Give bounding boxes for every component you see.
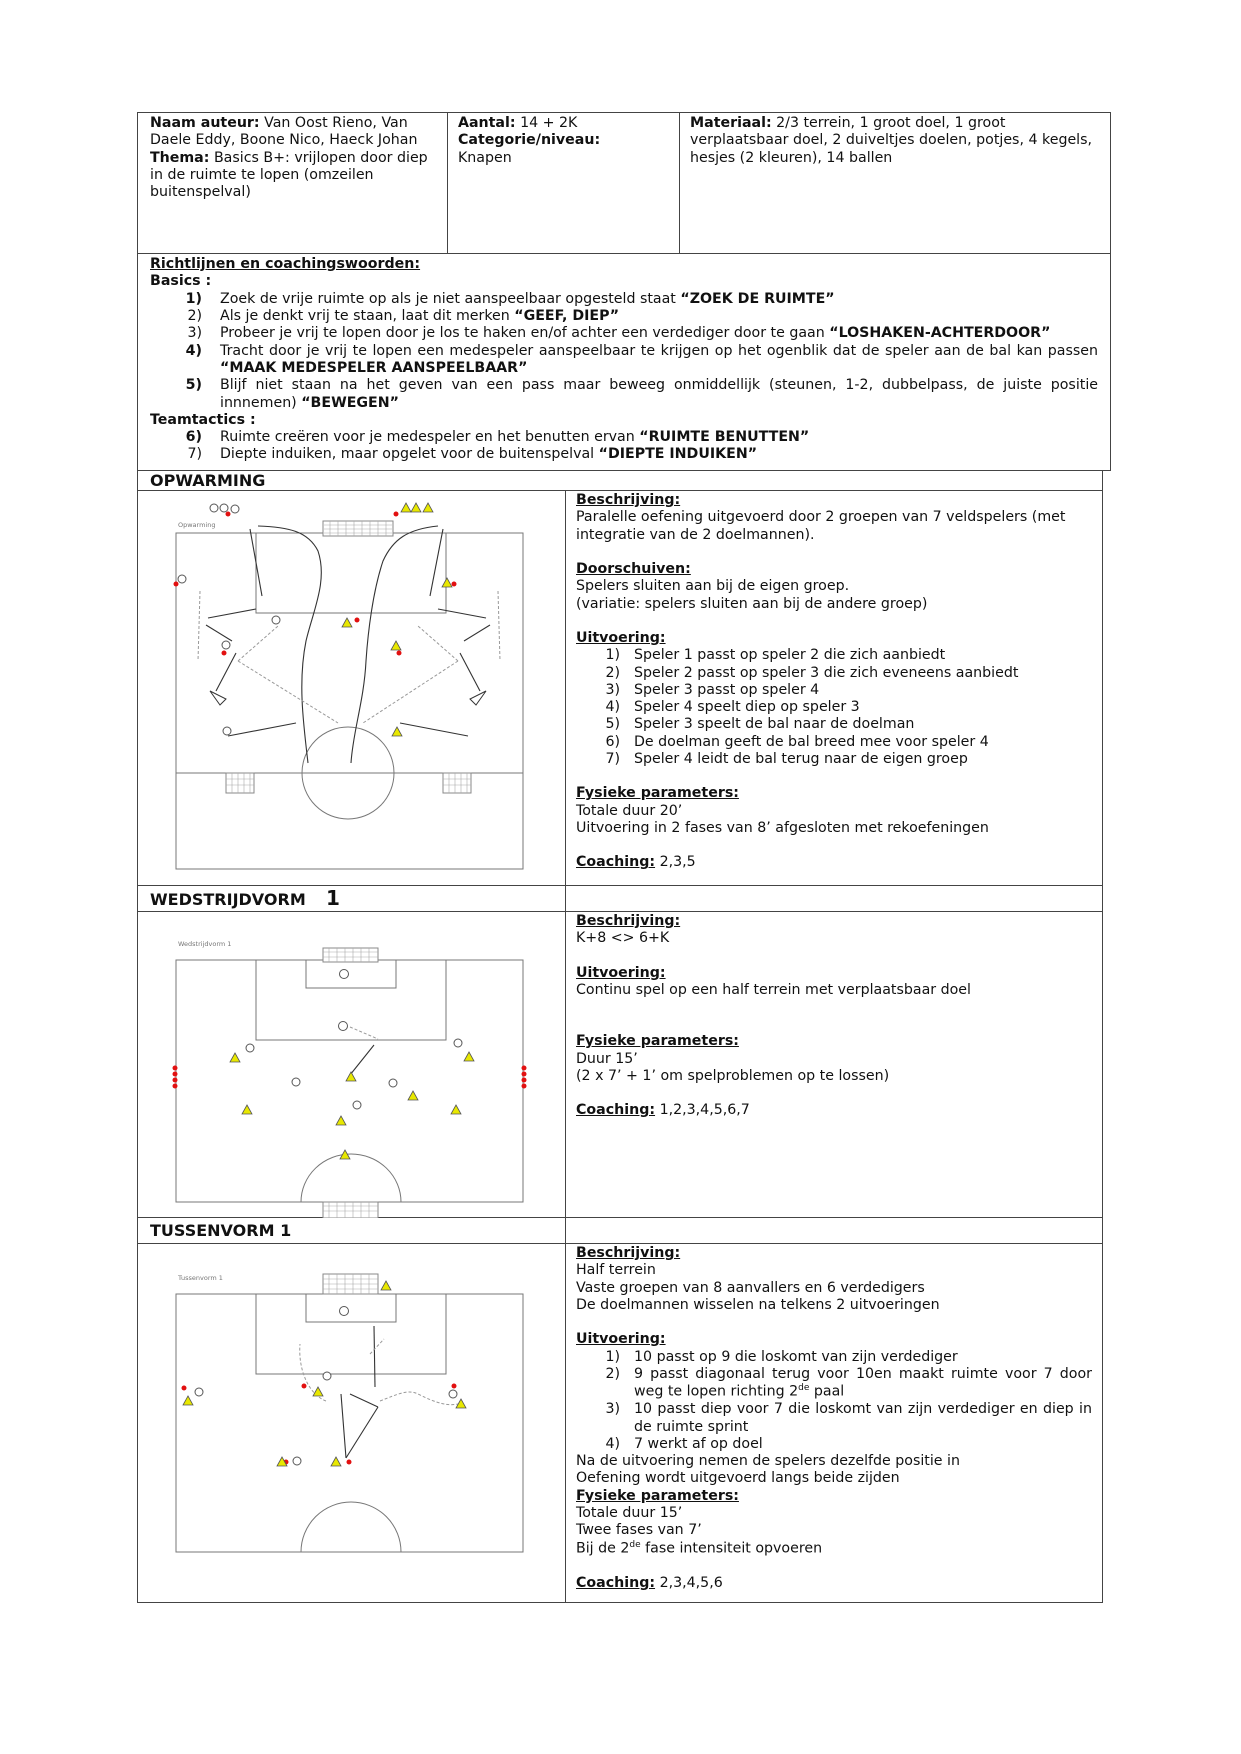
list-item: 6) De doelman geeft de bal breed mee voor speler 4 [605,733,989,750]
opwarming-beschrijving: Paralelle oefening uitgevoerd door 2 groepen van 7 veldspelers (met integratie van de 2 doelmannen). [576,509,1066,543]
tussenvorm-fysiek-1: Totale duur 15’ [576,1505,683,1522]
opwarming-fysiek-2: Uitvoering in 2 fases van 8’ afgesloten met rekoefeningen [576,820,989,836]
tussenvorm-diagram-label: Tussenvorm 1 [178,1274,223,1282]
tussenvorm-title: TUSSENVORM 1 [150,1221,292,1240]
basics-item: 5) Blijf niet staan na het geven van een pass maar beweeg onmiddellijk (steunen, 1-2, dubbelpass, de juiste positie innnemen) “BEWEGEN” [185,377,1098,411]
materiaal-label: Materiaal: [690,115,772,131]
teamtactics-label: Teamtactics : [150,411,256,428]
tussenvorm-na-2: Oefening wordt uitgevoerd langs beide zijden [576,1470,900,1487]
opwarming-fysiek-1: Totale duur 20’ [576,802,683,819]
tussenvorm-header-row [138,1218,1102,1244]
list-item: 1) 10 passt op 9 die loskomt van zijn verdediger [605,1348,958,1365]
wedstrijdvorm-fysiek-label: Fysieke parameters: [576,1033,739,1050]
wedstrijdvorm-diagram-label: Wedstrijdvorm 1 [178,940,232,948]
opwarming-doorschuiven-2: (variatie: spelers sluiten aan bij de andere groep) [576,595,928,612]
tussenvorm-row [138,1244,1102,1602]
wedstrijdvorm-fysiek-1: Duur 15’ [576,1050,638,1067]
tussenvorm-beschrijving-1: Half terrein [576,1262,656,1279]
tussenvorm-coaching: 2,3,4,5,6 [659,1574,723,1591]
categorie-value: Knapen [458,149,512,166]
wedstrijdvorm-header-row [138,886,1102,912]
tussenvorm-text-cell [566,1244,1102,1602]
opwarming-uitvoering-list [576,647,1092,768]
list-item: 7) Speler 4 leidt de bal terug naar de eigen groep [605,751,968,768]
basics-label: Basics : [150,273,212,290]
list-item: 2) 9 passt diagonaal terug voor 10en maakt ruimte voor 7 door weg te lopen richting 2de paal [605,1365,1092,1400]
list-item: 5) Speler 3 speelt de bal naar de doelman [605,716,915,733]
categorie-label: Categorie/niveau: [458,132,601,149]
wedstrijdvorm-beschrijving-label: Beschrijving: [576,913,681,929]
opwarming-uitvoering-label: Uitvoering: [576,629,666,646]
teamtactics-item: 7) Diepte induiken, maar opgelet voor de buitenspelval “DIEPTE INDUIKEN” [187,446,758,463]
materiaal-value: 2/3 terrein, 1 groot doel, 1 groot verplaatsbaar doel, 2 duiveltjes doelen, potjes, 4 kegels, hesjes (2 kleuren), 14 ballen [690,115,1093,166]
tussenvorm-uitvoering-label: Uitvoering: [576,1331,666,1348]
tussenvorm-beschrijving-3: De doelmannen wisselen na telkens 2 uitvoeringen [576,1296,940,1313]
wedstrijdvorm-uitvoering-label: Uitvoering: [576,964,666,981]
header-table [137,112,1111,254]
opwarming-header-row [138,471,1102,491]
wedstrijdvorm-row [138,912,1102,1218]
wedstrijdvorm-uitvoering: Continu spel op een half terrein met verplaatsbaar doel [576,981,971,998]
tussenvorm-fysiek-2: Twee fases van 7’ [576,1522,702,1539]
wedstrijdvorm-fysiek-2: (2 x 7’ + 1’ om spelproblemen op te lossen) [576,1067,890,1084]
opwarming-title: OPWARMING [150,471,266,490]
teamtactics-list [150,429,1098,464]
tussenvorm-title-cell [138,1218,566,1244]
tussenvorm-fysiek-3: Bij de 2de fase intensiteit opvoeren [576,1539,823,1557]
author-cell [138,113,448,253]
wedstrijdvorm-title-num: 1 [326,886,340,910]
basics-item: 1) Zoek de vrije ruimte op als je niet aanspeelbaar opgesteld staat “ZOEK DE RUIMTE” [185,290,835,307]
wedstrijdvorm-text-cell [566,912,1102,1218]
tussenvorm-na-1: Na de uitvoering nemen de spelers dezelfde positie in [576,1453,960,1470]
opwarming-doorschuiven-1: Spelers sluiten aan bij de eigen groep. [576,578,850,595]
list-item: 3) 10 passt diep voor 7 die loskomt van zijn verdediger en diep in de ruimte sprint [605,1401,1092,1435]
wedstrijdvorm-diagram [138,912,566,1218]
basics-list [150,291,1098,412]
tussenvorm-diagram [138,1244,566,1602]
opwarming-diagram-label: Opwarming [178,521,216,529]
tussenvorm-coaching-label: Coaching: [576,1574,656,1591]
aantal-cell [448,113,680,253]
basics-item: 2) Als je denkt vrij te staan, laat dit merken “GEEF, DIEP” [187,307,620,324]
opwarming-doorschuiven-label: Doorschuiven: [576,560,691,577]
guidelines-box [137,253,1111,471]
basics-item: 3) Probeer je vrij te lopen door je los te haken en/of achter een verdediger door te gaan “LOSHAKEN-ACHTERDOOR” [187,325,1051,342]
opwarming-diagram [138,491,566,886]
list-item: 4) 7 werkt af op doel [605,1435,763,1452]
tussenvorm-fysiek-label: Fysieke parameters: [576,1487,739,1504]
opwarming-beschrijving-label: Beschrijving: [576,492,681,508]
tussenvorm-uitvoering-list [576,1349,1092,1454]
guidelines-title: Richtlijnen en coachingswoorden: [150,256,421,272]
wedstrijdvorm-beschrijving: K+8 <> 6+K [576,930,670,947]
opwarming-text-cell [566,491,1102,886]
auteur-label: Naam auteur: [150,115,260,131]
aantal-value: 14 + 2K [520,115,578,131]
thema-value: Basics B+: vrijlopen door diep in de ruimte te lopen (omzeilen buitenspelval) [150,149,428,201]
aantal-label: Aantal: [458,115,516,131]
list-item: 2) Speler 2 passt op speler 3 die zich eveneens aanbiedt [605,664,1019,681]
tussenvorm-beschrijving-label: Beschrijving: [576,1245,681,1261]
basics-item: 4) Tracht door je vrij te lopen een medespeler aanspeelbaar te krijgen op het ogenblik dat de speler aan de bal kan passen “MAAK MEDESPELER AANSPEELBAAR” [185,342,1098,376]
opwarming-fysiek-label: Fysieke parameters: [576,785,739,802]
list-item: 4) Speler 4 speelt diep op speler 3 [605,699,860,716]
wedstrijdvorm-coaching: 1,2,3,4,5,6,7 [659,1102,750,1119]
teamtactics-item: 6) Ruimte creëren voor je medespeler en het benutten ervan “RUIMTE BENUTTEN” [185,429,810,446]
opwarming-diagram-cell [138,491,566,886]
opwarming-row [138,491,1102,886]
thema-label: Thema: [150,149,210,166]
opwarming-coaching: 2,3,5 [659,854,696,871]
opwarming-coaching-label: Coaching: [576,854,656,871]
wedstrijdvorm-title: WEDSTRIJDVORM [150,890,306,909]
wedstrijdvorm-title-cell [138,886,566,912]
list-item: 3) Speler 3 passt op speler 4 [605,681,820,698]
wedstrijdvorm-coaching-label: Coaching: [576,1102,656,1119]
wedstrijdvorm-diagram-cell [138,912,566,1218]
list-item: 1) Speler 1 passt op speler 2 die zich aanbiedt [605,647,946,664]
tussenvorm-beschrijving-2: Vaste groepen van 8 aanvallers en 6 verdedigers [576,1279,925,1296]
tussenvorm-diagram-cell [138,1244,566,1602]
auteur-value: Van Oost Rieno, Van Daele Eddy, Boone Nico, Haeck Johan [150,115,418,149]
materiaal-cell [680,113,1110,253]
exercise-table [137,470,1103,1603]
